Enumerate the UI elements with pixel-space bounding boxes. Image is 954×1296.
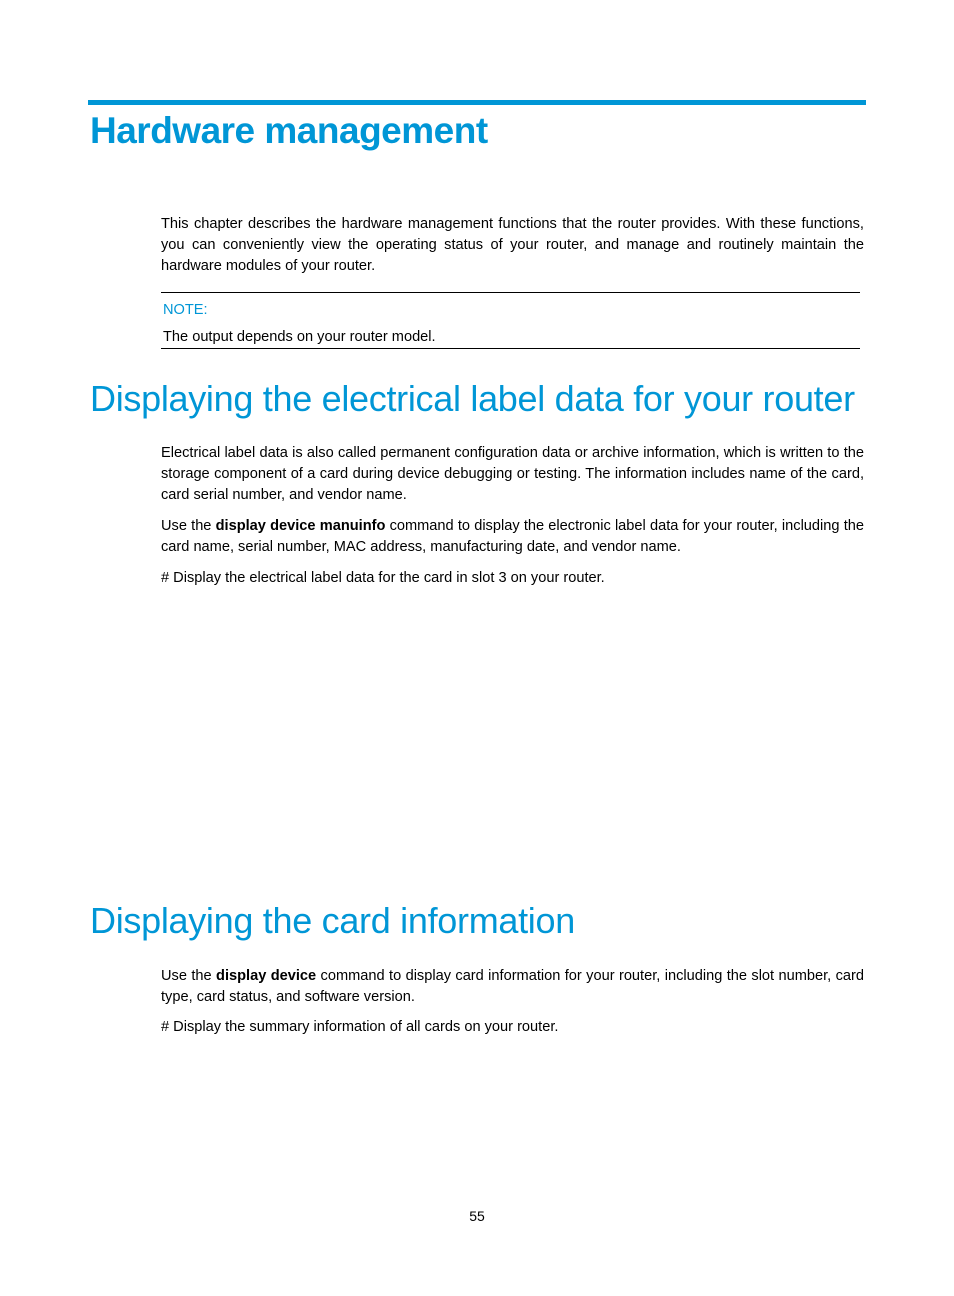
- display-device-example-paragraph: # Display the summary information of all cards on your router.: [161, 1019, 559, 1035]
- section-title-card-information: Displaying the card information: [90, 900, 575, 941]
- chapter-title: Hardware management: [90, 110, 488, 151]
- manuinfo-command-paragraph: [161, 516, 864, 558]
- chapter-top-rule: [88, 100, 866, 105]
- chapter-intro-paragraph: This chapter describes the hardware management functions that the router provides. With these functions, you can conveniently view the operating status of your router, and manage and routinely maintain the hardware modules of your router.: [161, 216, 864, 274]
- manuinfo-command-text: display device manuinfo: [215, 518, 386, 534]
- note-label: NOTE:: [163, 302, 208, 318]
- display-device-suffix-text: command to display card information for your router, including the slot number, card type, card status, and software version.: [161, 968, 865, 1005]
- display-device-command-text: display device: [216, 968, 317, 984]
- section-title-electrical-label: Displaying the electrical label data for your router: [90, 378, 855, 419]
- manuinfo-prefix-text: Use the: [161, 518, 216, 534]
- manuinfo-suffix-text: command to display the electronic label data for your router, including the card name, serial number, MAC address, manufacturing date, and vendor name.: [161, 518, 864, 555]
- display-device-command-paragraph: [161, 966, 864, 1008]
- electrical-label-definition-paragraph: Electrical label data is also called permanent configuration data or archive information, which is written to the storage component of a card during device debugging or testing. The information includes name of the card, card serial number, and vendor name.: [161, 445, 864, 503]
- note-box: [161, 292, 860, 349]
- note-text: The output depends on your router model.: [163, 329, 436, 345]
- manuinfo-example-paragraph: # Display the electrical label data for the card in slot 3 on your router.: [161, 570, 605, 586]
- display-device-prefix-text: Use the: [161, 968, 217, 984]
- page-number: 55: [469, 1208, 485, 1224]
